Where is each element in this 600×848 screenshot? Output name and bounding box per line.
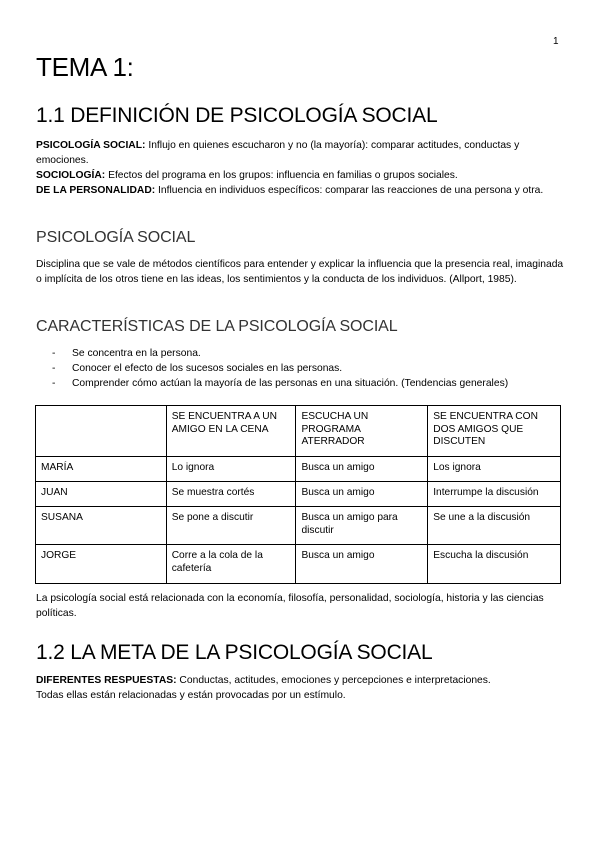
document-title: TEMA 1:	[36, 52, 134, 82]
definition-social-psychology	[36, 140, 519, 166]
characteristics-list	[52, 346, 508, 391]
table-cell: Corre a la cola de la cafetería	[166, 545, 296, 584]
list-item: - Comprender cómo actúan la mayoría de las personas en una situación. (Tendencias generales)	[52, 376, 508, 391]
definition-term: DE LA PERSONALIDAD:	[36, 185, 156, 196]
goal-term: DIFERENTES RESPUESTAS:	[36, 675, 177, 686]
table-cell: Busca un amigo para discutir	[296, 507, 428, 545]
table-header-cell: SE ENCUENTRA A UN AMIGO EN LA CENA	[166, 406, 296, 457]
table-cell: Se muestra cortés	[166, 482, 296, 507]
table-row	[36, 545, 561, 584]
social-psychology-definition: Disciplina que se vale de métodos científicos para entender y explicar la influencia que la presencia real, imaginada o implícita de los otros tiene en las ideas, los sentimientos y la conducta de los individuos. (Allport, 1985).	[36, 259, 564, 285]
table-cell: SUSANA	[36, 507, 167, 545]
table-row	[36, 507, 561, 545]
table-cell: Busca un amigo	[296, 482, 428, 507]
definition-term: SOCIOLOGÍA:	[36, 170, 106, 181]
goal-text: Conductas, actitudes, emociones y percepciones e interpretaciones.	[176, 675, 491, 686]
table-cell: Se pone a discutir	[166, 507, 296, 545]
table-cell: Se une a la discusión	[428, 507, 561, 545]
table-header-cell: ESCUCHA UN PROGRAMA ATERRADOR	[296, 406, 428, 457]
definition-personality	[36, 185, 543, 196]
table-header-row	[36, 406, 561, 457]
definition-term: PSICOLOGÍA SOCIAL:	[36, 140, 146, 151]
table-cell: JUAN	[36, 482, 167, 507]
list-item: - Se concentra en la persona.	[52, 346, 508, 361]
table-cell: Interrumpe la discusión	[428, 482, 561, 507]
list-item: - Conocer el efecto de los sucesos sociales en las personas.	[52, 361, 508, 376]
subheading-characteristics: CARACTERÍSTICAS DE LA PSICOLOGÍA SOCIAL	[36, 318, 398, 335]
table-cell: MARÍA	[36, 457, 167, 482]
relation-paragraph: La psicología social está relacionada con la economía, filosofía, personalidad, sociología, historia y las ciencias políticas.	[36, 593, 544, 619]
table-cell: Busca un amigo	[296, 545, 428, 584]
section-heading-goal: 1.2 LA META DE LA PSICOLOGÍA SOCIAL	[36, 641, 433, 664]
definition-text: Influencia en individuos específicos: comparar las reacciones de una persona y otra.	[155, 185, 544, 196]
table-cell: Busca un amigo	[296, 457, 428, 482]
goal-text-line2: Todas ellas están relacionadas y están provocadas por un estímulo.	[36, 690, 346, 701]
table-cell: JORGE	[36, 545, 167, 584]
behavior-table	[35, 405, 561, 584]
definitions-paragraph	[36, 138, 564, 198]
definition-text: Efectos del programa en los grupos: influencia en familias o grupos sociales.	[105, 170, 458, 181]
subheading-social-psychology: PSICOLOGÍA SOCIAL	[36, 229, 196, 246]
page-number: 1	[553, 36, 559, 47]
table-row	[36, 457, 561, 482]
table-cell: Lo ignora	[166, 457, 296, 482]
table-header-cell	[36, 406, 167, 457]
table-row	[36, 482, 561, 507]
definition-sociology	[36, 170, 458, 181]
table-header-cell: SE ENCUENTRA CON DOS AMIGOS QUE DISCUTEN	[428, 406, 561, 457]
definition-text: Influjo en quienes escucharon y no (la mayoría): comparar actitudes, conductas y emociones.	[36, 140, 520, 166]
section-heading-definition: 1.1 DEFINICIÓN DE PSICOLOGÍA SOCIAL	[36, 104, 438, 127]
table-cell: Escucha la discusión	[428, 545, 561, 584]
goal-paragraph	[36, 673, 564, 703]
table-cell: Los ignora	[428, 457, 561, 482]
